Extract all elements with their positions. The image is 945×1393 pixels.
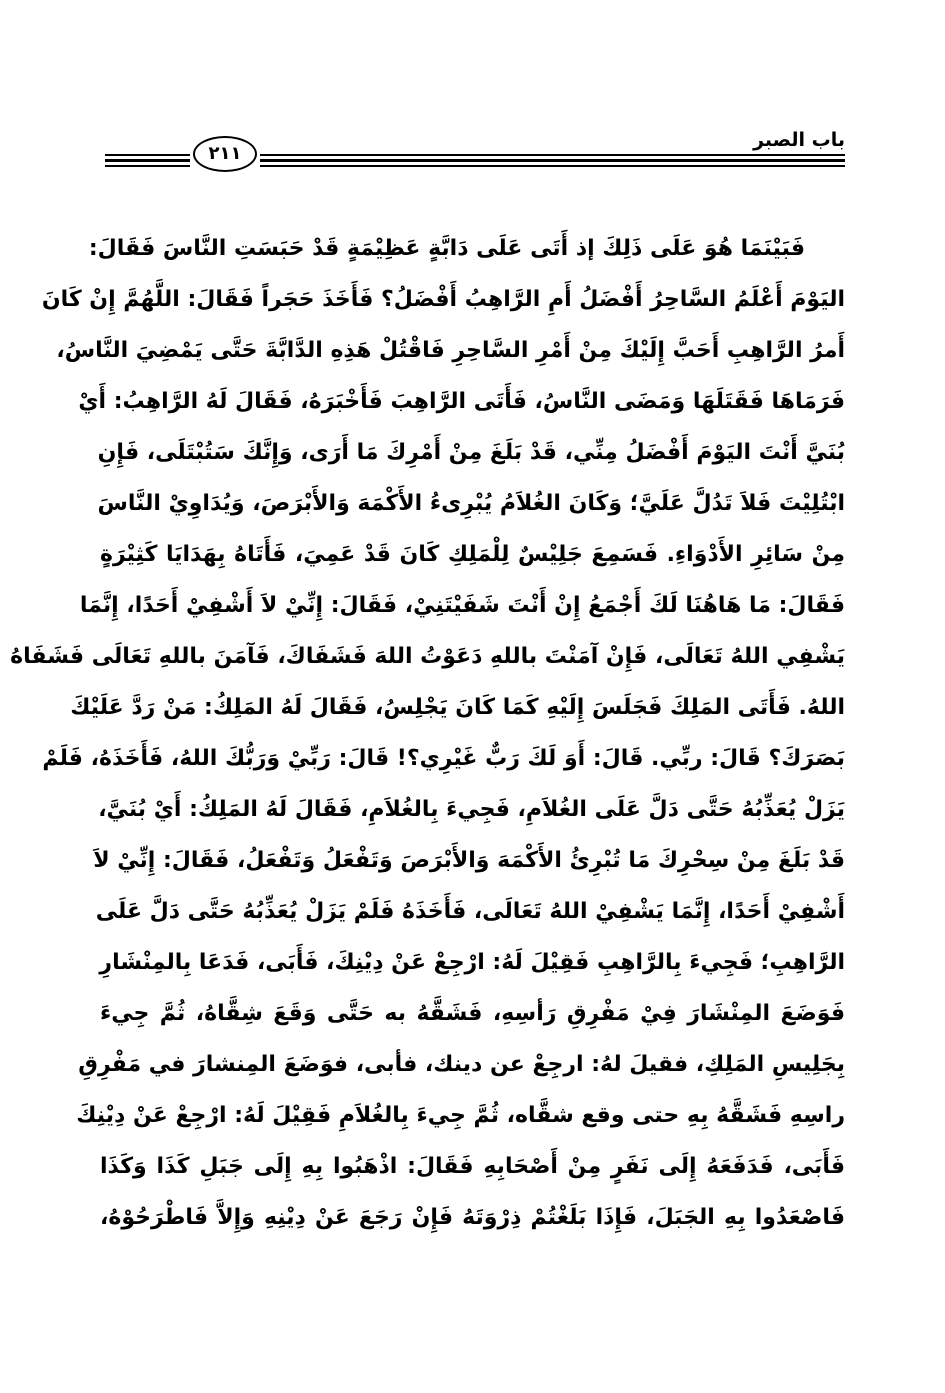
text-line: بَصَرَكَ؟ قَالَ: ربِّي. قَالَ: أَوَ لَكَ رَبٌّ غَيْرِي؟! قَالَ: رَبِّيْ وَرَبُّكَ اللهُ، فَأَخَذَهُ، فَلَمْ (42, 746, 845, 771)
text-line: قَدْ بَلَغَ مِنْ سِحْرِكَ مَا تُبْرِئُ الأَكْمَهَ وَالأَبْرَصَ وَتَفْعَلُ وَتَفْعَلُ، فَقَالَ: إِنِّيْ لاَ (93, 848, 845, 873)
header-rule-divider (260, 165, 845, 167)
text-line: فَوَضَعَ المِنْشَارَ فِيْ مَفْرِقِ رَأسِهِ، فَشَقَّهُ به حَتَّى وَقَعَ شِقَّاهُ، ثُمَّ جِيءَ (100, 1001, 845, 1026)
text-line: راسِهِ فَشَقَّهُ بِهِ حتى وقع شقَّاه، ثُمَّ جِيءَ بِالغُلاَمِ فَقِيْلَ لَهُ: ارْجِعْ عَنْ دِيْنِكَ (76, 1103, 845, 1128)
text-line: أَمرُ الرَّاهِبِ أَحَبَّ إِلَيْكَ مِنْ أَمْرِ السَّاحِرِ فَاقْتُلْ هَذِهِ الدَّابَّةَ حَتَّى يَمْضِيَ النَّاسُ، (56, 338, 845, 363)
chapter-title: باب الصبر (753, 129, 845, 151)
text-line: أَشْفِيْ أَحَدًا، إِنَّمَا يَشْفِيْ اللهُ تَعَالَى، فَأَخَذَهُ فَلَمْ يَزَلْ يُعَذِّبُهُ حَتَّى دَلَّ عَلَى (95, 899, 845, 924)
body-text (10, 223, 845, 1243)
text-line: فَاصْعَدُوا بِهِ الجَبَلَ، فَإِذَا بَلَغْتُمْ ذِرْوَتَهُ فَإِنْ رَجَعَ عَنْ دِيْنِهِ وَإِلاَّ فَاطْرَحُوْهُ، (100, 1205, 845, 1230)
header-rule-divider (105, 159, 190, 162)
text-line: بِجَلِيسِ المَلِكِ، فقيلَ لهُ: ارجِعْ عن دينك، فأبى، فوَضَعَ المِنشارَ في مَفْرِقِ (78, 1052, 845, 1077)
text-line: فَبَيْنَمَا هُوَ عَلَى ذَلِكَ إذ أَتَى عَلَى دَابَّةٍ عَظِيْمَةٍ قَدْ حَبَسَتِ النَّاسَ فَقَالَ: (88, 236, 805, 261)
text-line: اللهُ. فَأَتَى المَلِكَ فَجَلَسَ إِلَيْهِ كَمَا كَانَ يَجْلِسُ، فَقَالَ لَهُ المَلِكُ: مَنْ رَدَّ عَلَيْكَ (70, 695, 845, 720)
text-line: الرَّاهِبِ؛ فَجِيءَ بِالرَّاهِبِ فَقِيْلَ لَهُ: ارْجِعْ عَنْ دِيْنِكَ، فَأَبَى، فَدَعَا بِالمِنْشَارِ (99, 950, 845, 975)
text-line: ابْتُلِيْتَ فَلاَ تَدُلَّ عَلَيَّ؛ وَكَانَ الغُلاَمُ يُبْرِىءُ الأَكْمَهَ وَالأَبْرَصَ، وَيُدَاوِيْ النَّاسَ (97, 491, 845, 516)
text-line: اليَوْمَ أَعْلَمُ السَّاحِرُ أَفْضَلُ أَمِ الرَّاهِبُ أَفْضَلُ؟ فَأَخَذَ حَجَراً فَقَالَ: اللَّهُمَّ إِنْ كَانَ (41, 287, 845, 312)
header-rule-divider (105, 165, 190, 167)
text-line: فَقَالَ: مَا هَاهُنَا لَكَ أَجْمَعُ إِنْ أَنْتَ شَفَيْتَنِيْ، فَقَالَ: إِنِّيْ لاَ أَشْفِيْ أَحَدًا، إِنَّمَا (79, 593, 845, 618)
text-line: بُنَيَّ أَنْتَ اليَوْمَ أَفْضَلُ مِنِّي، قَدْ بَلَغَ مِنْ أَمْرِكَ مَا أَرَى، وَإِنَّكَ سَتُبْتَلَى، فَإِنِ (97, 440, 845, 465)
text-line: يَزَلْ يُعَذِّبُهُ حَتَّى دَلَّ عَلَى الغُلاَمِ، فَجِيءَ بِالغُلاَمِ، فَقَالَ لَهُ المَلِكُ: أَيْ بُنَيَّ، (98, 797, 845, 822)
header-rule-divider (105, 154, 190, 156)
text-line: فَرَمَاهَا فَقَتَلَهَا وَمَضَى النَّاسُ، فَأَتَى الرَّاهِبَ فَأَخْبَرَهُ، فَقَالَ لَهُ الرَّاهِبُ: أَيْ (78, 389, 845, 414)
page-header (105, 120, 845, 180)
header-rule-divider (260, 154, 845, 156)
text-line: يَشْفِي اللهُ تَعَالَى، فَإِنْ آمَنْتَ باللهِ دَعَوْتُ اللهَ فَشَفَاكَ، فَآمَنَ باللهِ تَعَالَى فَشَفَاهُ (10, 644, 845, 669)
text-line: فَأَبَى، فَدَفَعَهُ إِلَى نَفَرٍ مِنْ أَصْحَابِهِ فَقَالَ: اذْهَبُوا بِهِ إِلَى جَبَلِ كَذَا وَكَذَا (100, 1154, 845, 1179)
text-line: مِنْ سَائِرِ الأَدْوَاءِ. فَسَمِعَ جَلِيْسٌ لِلْمَلِكِ كَانَ قَدْ عَمِيَ، فَأَتَاهُ بِهَدَايَا كَثِيْرَةٍ (100, 542, 845, 567)
header-rule-divider (260, 159, 845, 162)
page-number: ٢١١ (193, 136, 257, 172)
